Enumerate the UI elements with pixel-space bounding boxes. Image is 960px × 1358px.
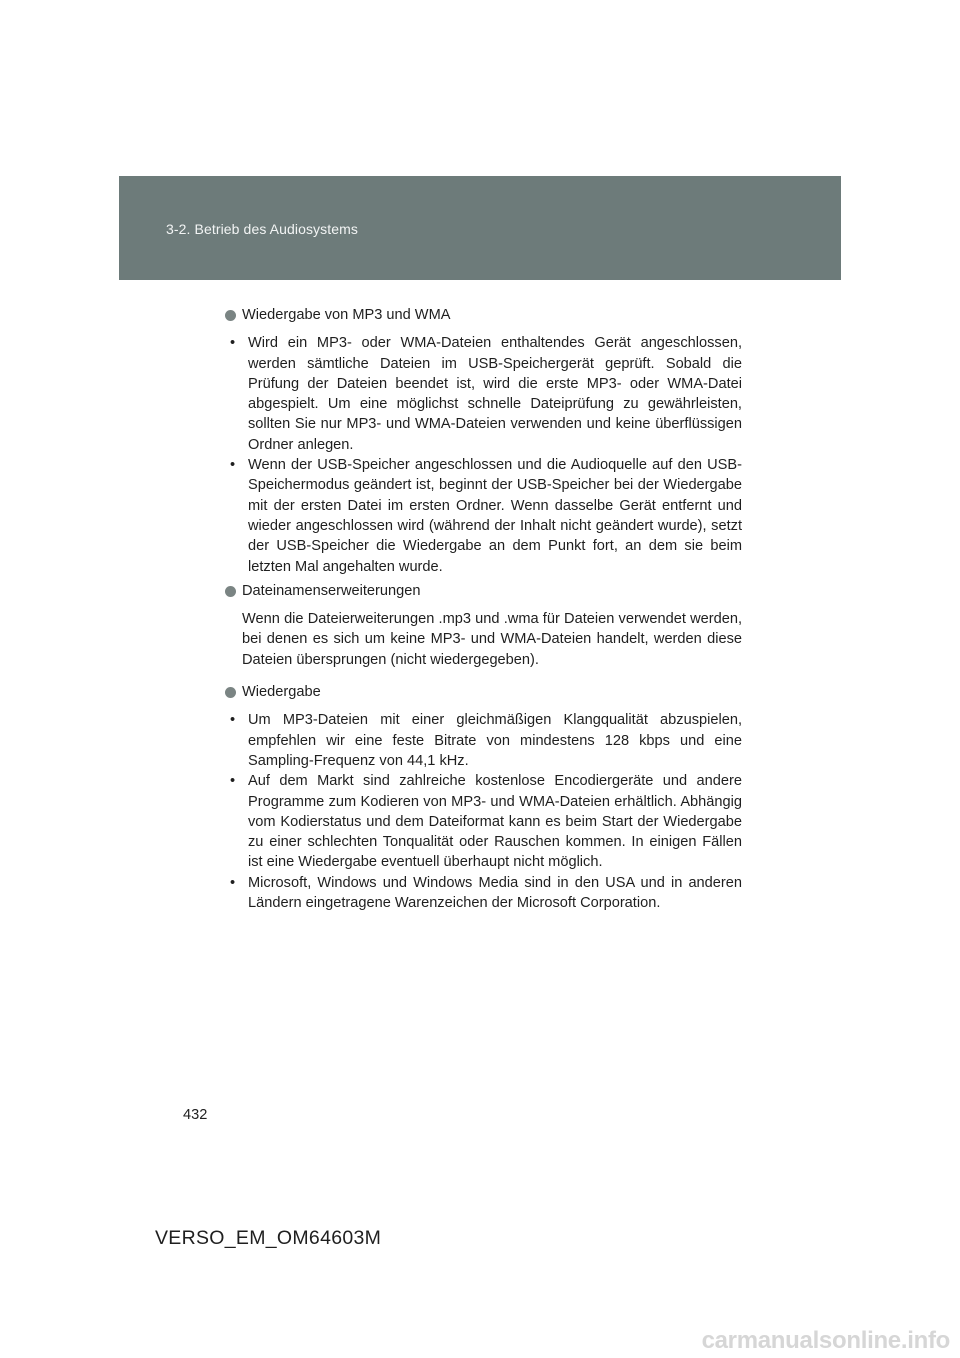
- page-number: 432: [183, 1107, 208, 1123]
- bullet-mark: •: [230, 874, 236, 891]
- section-header-band: [119, 176, 841, 280]
- bullet-list: [222, 333, 742, 577]
- round-bullet-icon: [225, 687, 236, 698]
- section-heading-text: Dateinamenserweiterungen: [242, 582, 421, 599]
- list-item: [222, 771, 742, 872]
- section-title: 3-2. Betrieb des Audiosystems: [166, 221, 358, 237]
- section-heading-extensions: [225, 581, 742, 601]
- bullet-list: [222, 710, 742, 913]
- site-watermark: carmanualsonline.info: [701, 1327, 950, 1354]
- list-item: [222, 455, 742, 577]
- bullet-mark: •: [230, 712, 236, 729]
- section-heading-text: Wiedergabe: [242, 684, 321, 701]
- list-item: [222, 710, 742, 771]
- list-item-text: Wird ein MP3- oder WMA-Dateien enthaltendes Gerät angeschlossen, werden sämtliche Dateien im USB-Speichergerät geprüft. Sobald die Prüfung der Dateien beendet ist, wird die erste MP3- oder WMA-Datei abgespielt. Um eine möglichst schnelle Dateiprüfung zu gewährleisten, sollten Sie nur MP3- und WMA-Dateien verwenden und keine überflüssigen Ordner anlegen.: [248, 335, 742, 453]
- section-heading-mp3-wma: [225, 305, 742, 325]
- list-item-text: Auf dem Markt sind zahlreiche kostenlose Encodiergeräte und andere Programme zum Kodieren von MP3- und WMA-Dateien erhältlich. Abhängig vom Kodierstatus und dem Dateiformat kann es beim Start der Wiedergabe zu einer schlechten Tonqualität oder Rauschen kommen. In einigen Fällen ist eine Wiedergabe eventuell überhaupt nicht möglich.: [248, 773, 742, 871]
- section-heading-playback: [225, 682, 742, 702]
- bullet-mark: •: [230, 335, 236, 352]
- section-heading-text: Wiedergabe von MP3 und WMA: [242, 307, 451, 323]
- round-bullet-icon: [225, 310, 236, 321]
- list-item-text: Wenn der USB-Speicher angeschlossen und die Audioquelle auf den USB-Speichermodus geändert ist, beginnt der USB-Speicher bei der Wiedergabe mit der ersten Datei im ersten Ordner. Wenn dasselbe Gerät entfernt und wieder angeschlossen wird (während der Inhalt nicht geändert wurde), setzt der USB-Speicher die Wiedergabe an dem Punkt fort, an dem sie beim letzten Mal angehalten wurde.: [248, 457, 742, 575]
- list-item: [222, 873, 742, 914]
- page-content: [222, 305, 742, 913]
- document-code: VERSO_EM_OM64603M: [155, 1227, 382, 1249]
- list-item-text: Um MP3-Dateien mit einer gleichmäßigen Klangqualität abzuspielen, empfehlen wir eine feste Bitrate von mindestens 128 kbps und eine Sampling-Frequenz von 44,1 kHz.: [248, 712, 742, 769]
- list-item-text: Microsoft, Windows und Windows Media sind in den USA und in anderen Ländern eingetragene Warenzeichen der Microsoft Corporation.: [248, 874, 742, 912]
- section-paragraph: Wenn die Dateierweiterungen .mp3 und .wma für Dateien verwendet werden, bei denen es sich um keine MP3- und WMA-Dateien handelt, werden diese Dateien übersprungen (nicht wiedergegeben).: [242, 611, 742, 668]
- list-item: [222, 333, 742, 455]
- bullet-mark: •: [230, 457, 236, 474]
- bullet-mark: •: [230, 773, 236, 790]
- round-bullet-icon: [225, 586, 236, 597]
